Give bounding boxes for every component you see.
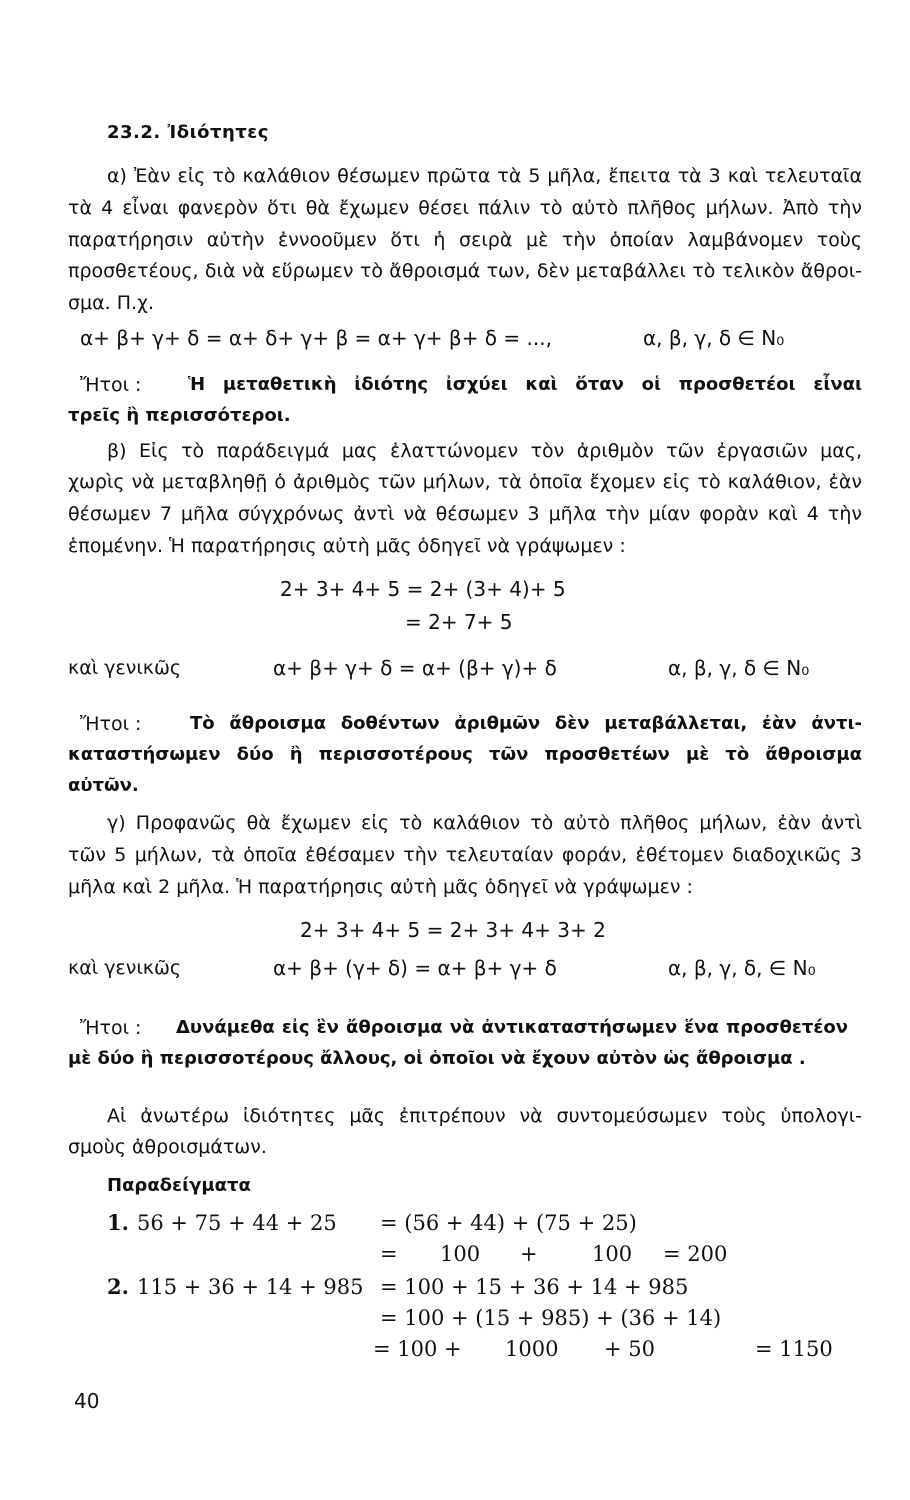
example-1-number: 1. [107, 1210, 129, 1235]
split-example-eq1: 2+ 3+ 4+ 5 = 2+ 3+ 4+ 3+ 2 [300, 918, 606, 942]
example-2-number: 2. [107, 1274, 129, 1299]
split-general-domain: α, β, γ, δ, ∈ N₀ [668, 956, 816, 980]
examples-title: Παραδείγματα [107, 1175, 251, 1196]
example-1-row-2-plus: + [520, 1242, 538, 1266]
general-label-beta: καὶ γενικῶς [68, 657, 182, 679]
paragraph-gamma-line-3: μῆλα καὶ 2 μῆλα. Ἡ παρατήρησις αὐτὴ μᾶς ὁδηγεῖ νὰ γράψωμεν : [68, 876, 693, 898]
rule-gamma-line-2: μὲ δύο ἢ περισσοτέρους ἄλλους, οἱ ὁποῖοι νὰ ἔχουν αὐτὸν ὡς ἄθροισμα . [68, 1048, 806, 1069]
paragraph-beta-line-2: χωρὶς νὰ μεταβληθῇ ὁ ἀριθμὸς τῶν μήλων, τὰ ὁποῖα ἔχομεν εἰς τὸ καλάθιον, ἐὰν [68, 471, 862, 493]
paragraph-gamma-line-2: τῶν 5 μήλων, τὰ ὁποῖα ἐθέσαμεν τὴν τελευταίαν φοράν, ἐθέτομεν διαδοχικῶς 3 [68, 844, 862, 866]
associative-example-eq1: 2+ 3+ 4+ 5 = 2+ (3+ 4)+ 5 [280, 577, 566, 601]
paragraph-alpha-line-5: σμα. Π.χ. [68, 292, 155, 314]
rule-beta-line-1: Τὸ ἄθροισμα δοθέντων ἀριθμῶν δὲν μεταβάλλεται, ἐὰν ἀντι- [190, 713, 862, 734]
example-1-result: = 200 [663, 1242, 728, 1266]
rule-alpha-line-1: Ἡ μεταθετικὴ ἰδιότης ἰσχύει καὶ ὅταν οἱ προσθετέοι εἶναι [188, 374, 862, 395]
example-2-row-3-a: = 100 + [373, 1337, 462, 1361]
example-2-lhs: 115 + 36 + 14 + 985 [137, 1275, 364, 1299]
paragraph-gamma-line-1: γ) Προφανῶς θὰ ἔχωμεν εἰς τὸ καλάθιον τὸ αὐτὸ πλῆθος μήλων, ἐὰν ἀντὶ [107, 812, 862, 834]
associative-example-eq2: = 2+ 7+ 5 [405, 610, 513, 634]
page-number: 40 [74, 1389, 100, 1413]
rule-beta-prefix: Ἤτοι : [80, 713, 142, 735]
example-1-row-2-a: 100 [440, 1242, 481, 1266]
example-2-row-2: = 100 + (15 + 985) + (36 + 14) [380, 1306, 722, 1330]
associative-general-domain: α, β, γ, δ ∈ N₀ [668, 656, 810, 680]
example-1-row-1: = (56 + 44) + (75 + 25) [380, 1211, 637, 1235]
paragraph-alpha-line-1: α) Ἐὰν εἰς τὸ καλάθιον θέσωμεν πρῶτα τὰ 5 μῆλα, ἔπειτα τὰ 3 καὶ τελευταῖα [107, 165, 862, 187]
rule-beta-line-2: καταστήσωμεν δύο ἢ περισσοτέρους τῶν προσθετέων μὲ τὸ ἄθροισμα [68, 744, 862, 765]
rule-gamma-line-1: Δυνάμεθα εἰς ἓν ἄθροισμα νὰ ἀντικαταστήσωμεν ἕνα προσθετέον [176, 1017, 848, 1038]
paragraph-alpha-line-2: τὰ 4 εἶναι φανερὸν ὅτι θὰ ἔχωμεν θέσει πάλιν τὸ αὐτὸ πλῆθος μήλων. Ἀπὸ τὴν [68, 197, 862, 219]
rule-alpha-line-2: τρεῖς ἢ περισσότεροι. [68, 405, 291, 426]
rule-alpha-prefix: Ἤτοι : [80, 374, 142, 396]
example-2-row-3-c: + 50 [604, 1337, 655, 1361]
example-1-lhs: 56 + 75 + 44 + 25 [137, 1211, 337, 1235]
section-number: 23.2. [107, 122, 161, 143]
general-label-gamma: καὶ γενικῶς [68, 957, 182, 979]
paragraph-beta-line-3: θέσωμεν 7 μῆλα σύγχρόνως ἀντὶ νὰ θέσωμεν 3 μῆλα τὴν μίαν φορὰν καὶ 4 τὴν [68, 503, 862, 525]
rule-beta-line-3: αὐτῶν. [68, 775, 139, 796]
commutative-domain: α, β, γ, δ ∈ N₀ [643, 326, 785, 350]
rule-gamma-prefix: Ἤτοι : [80, 1017, 142, 1039]
example-2-row-3-b: 1000 [505, 1337, 559, 1361]
commutative-formula: α+ β+ γ+ δ = α+ δ+ γ+ β = α+ γ+ β+ δ = ..., [80, 326, 552, 350]
example-1-row-2-b: 100 [592, 1242, 633, 1266]
paragraph-beta-line-4: ἑπομένην. Ἡ παρατήρησις αὐτὴ μᾶς ὁδηγεῖ νὰ γράψωμεν : [68, 535, 626, 557]
paragraph-alpha-line-4: προσθετέους, διὰ νὰ εὕρωμεν τὸ ἄθροισμά των, δὲν μεταβάλλει τὸ τελικὸν ἄθροι- [68, 260, 862, 282]
paragraph-alpha-line-3: παρατήρησιν αὐτὴν ἐννοοῦμεν ὅτι ἡ σειρὰ μὲ τὴν ὁποίαν λαμβάνομεν τοὺς [68, 229, 862, 251]
paragraph-beta-line-1: β) Εἰς τὸ παράδειγμά μας ἐλαττώνομεν τὸν ἀριθμὸν τῶν ἐργασιῶν μας, [107, 440, 862, 462]
summary-line-2: σμοὺς ἀθροισμάτων. [68, 1136, 267, 1158]
summary-line-1: Αἱ ἀνωτέρω ἰδιότητες μᾶς ἐπιτρέπουν νὰ συντομεύσωμεν τοὺς ὑπολογι- [107, 1105, 862, 1127]
example-1-row-2-equals: = [380, 1242, 398, 1266]
example-2-result: = 1150 [755, 1337, 833, 1361]
example-2-row-1: = 100 + 15 + 36 + 14 + 985 [380, 1275, 689, 1299]
split-general-formula: α+ β+ (γ+ δ) = α+ β+ γ+ δ [273, 956, 557, 980]
section-heading [107, 120, 269, 146]
section-title: Ἰδιότητες [167, 122, 269, 143]
associative-general-formula: α+ β+ γ+ δ = α+ (β+ γ)+ δ [273, 656, 557, 680]
